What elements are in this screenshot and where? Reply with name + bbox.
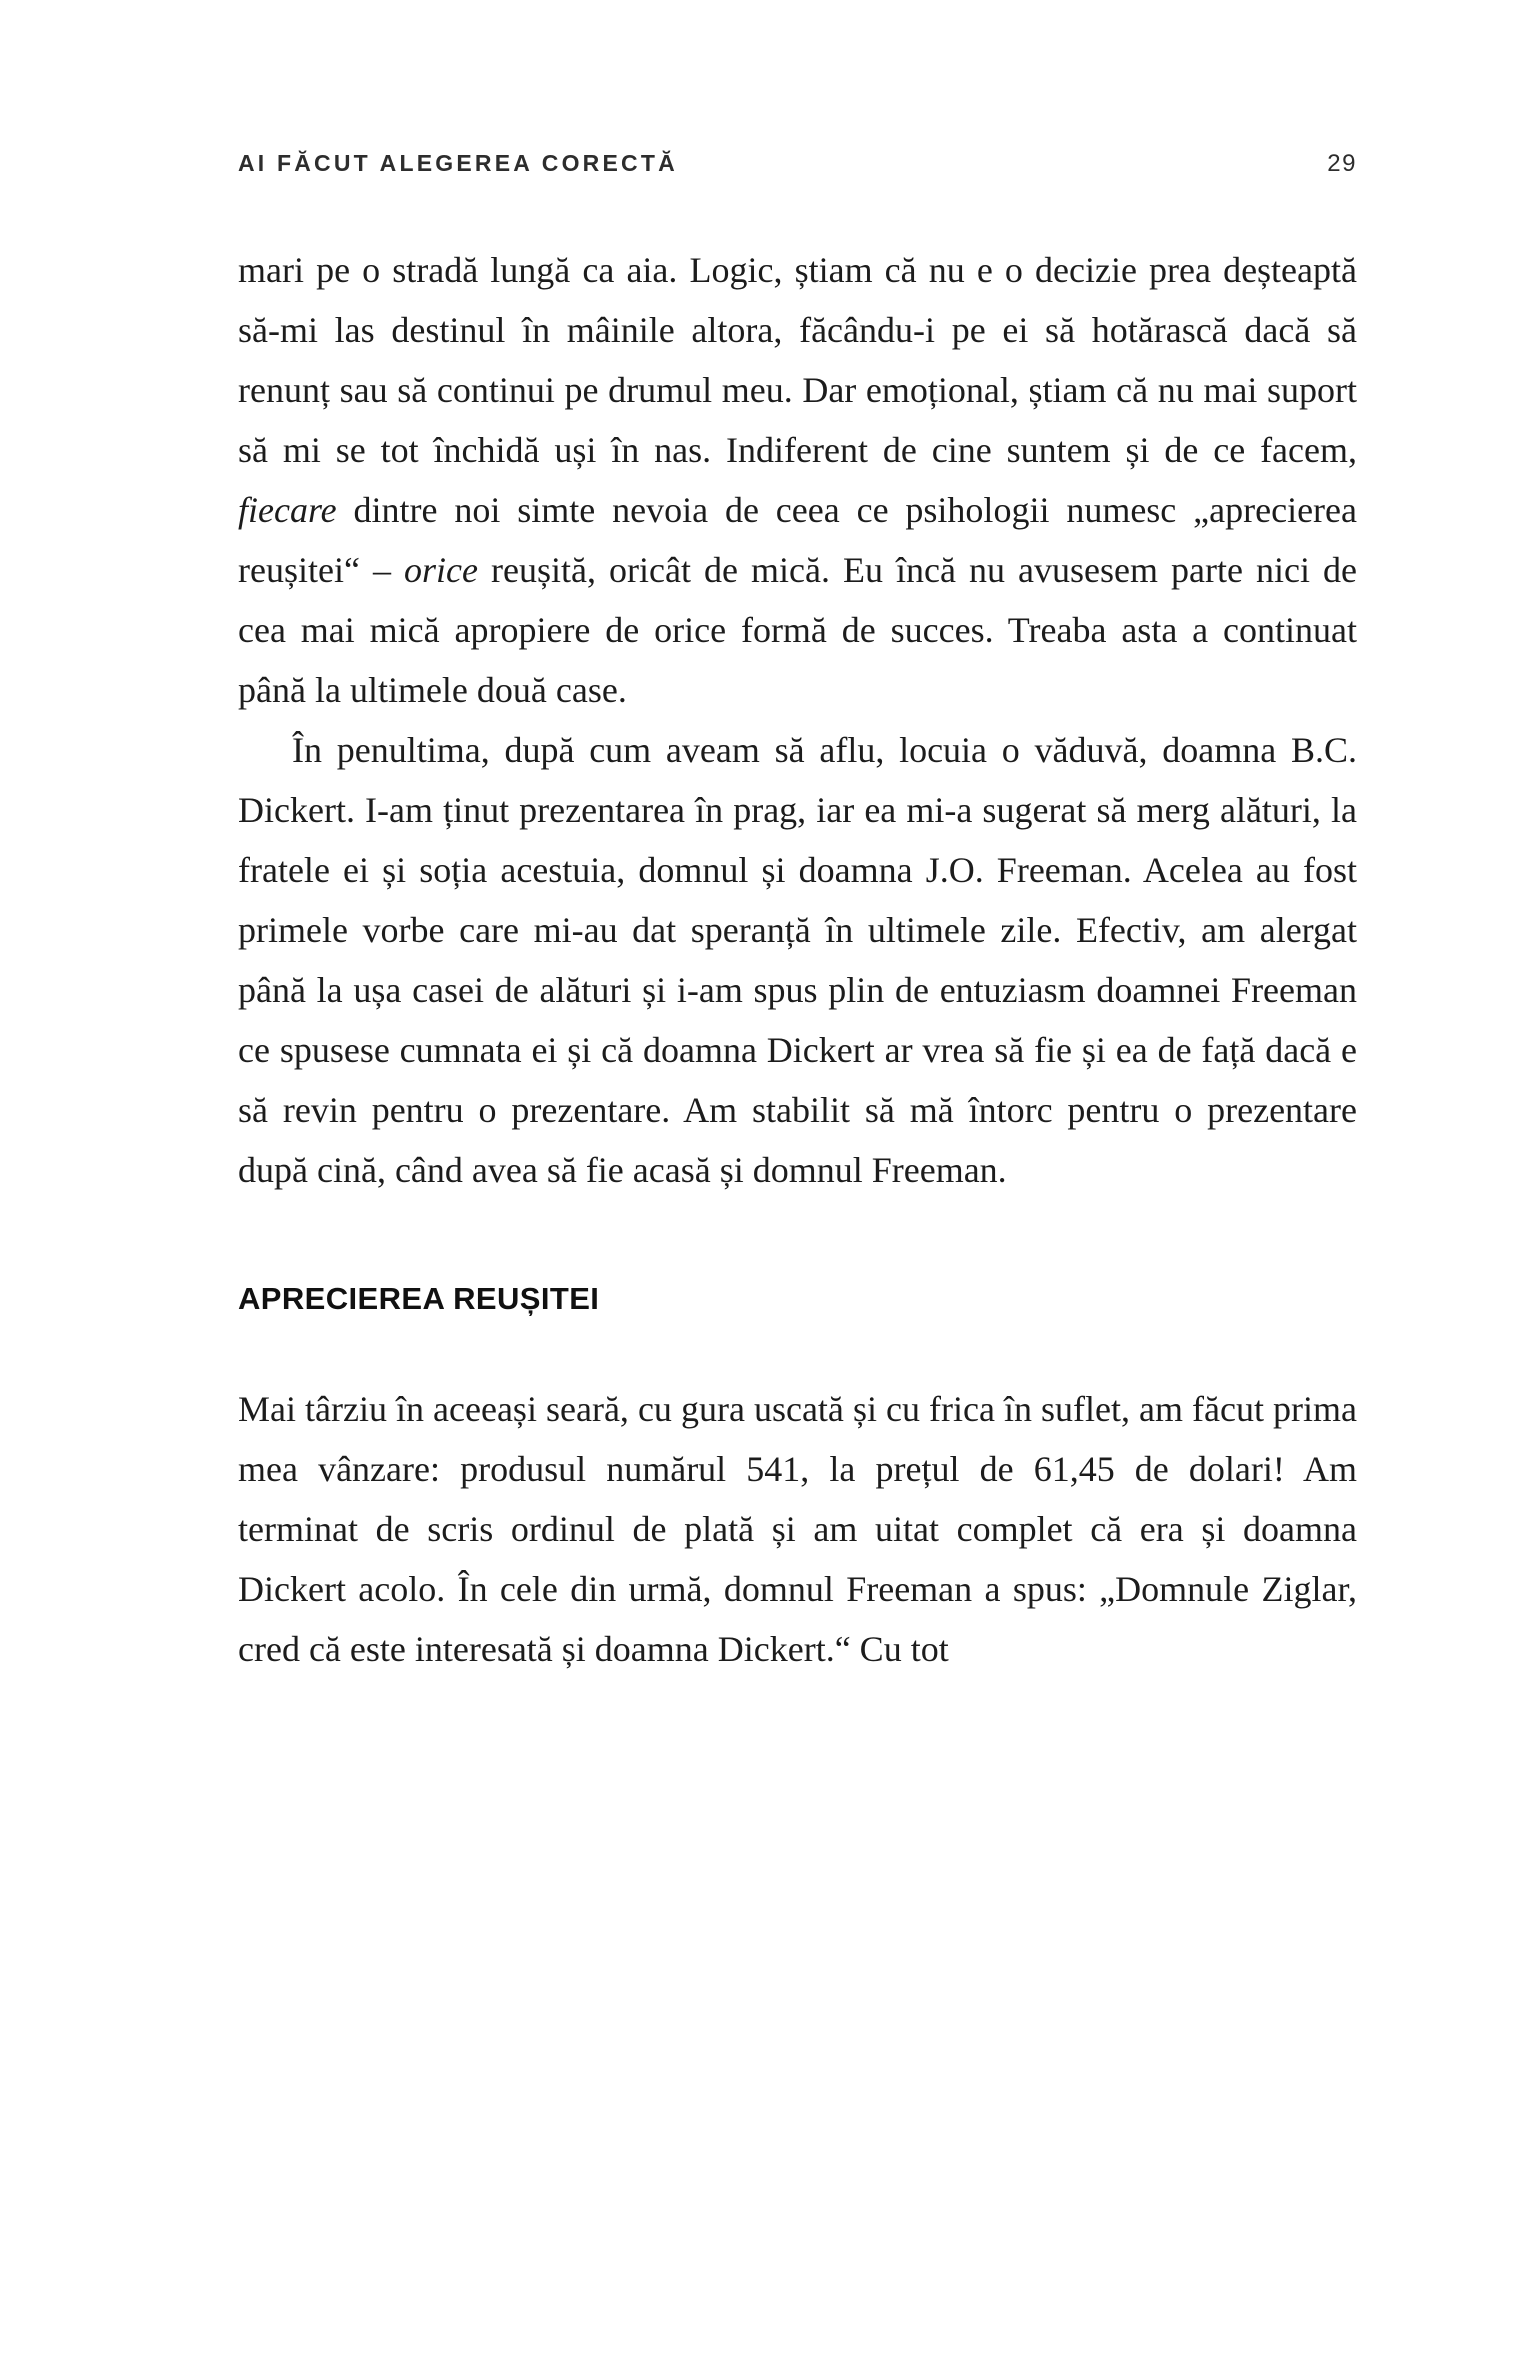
paragraph-1-text-b: dintre noi simte nevoia de ceea ce psihologii numesc „aprecierea reușitei“ – [238, 490, 1357, 590]
paragraph-1 [238, 240, 1357, 720]
paragraph-1-text-a: mari pe o stradă lungă ca aia. Logic, știam că nu e o decizie prea deșteaptă să-mi las destinul în mâinile altora, făcându-i pe ei să hotărască dacă să renunț sau să continui pe drumul meu. Dar emoțional, știam că nu mai suport să mi se tot închidă uși în nas. Indiferent de cine suntem și de ce facem, [238, 250, 1357, 470]
page-header [238, 150, 1357, 178]
paragraph-3: Mai târziu în aceeași seară, cu gura uscată și cu frica în suflet, am făcut prima mea vânzare: produsul numărul 541, la prețul de 61,45 de dolari! Am terminat de scris ordinul de plată și am uitat complet că era și doamna Dickert acolo. În cele din urmă, domnul Freeman a spus: „Domnule Ziglar, cred că este interesată și doamna Dickert.“ Cu tot [238, 1389, 1357, 1670]
italic-word-orice: orice [404, 550, 478, 590]
running-title: AI FĂCUT ALEGEREA CORECTĂ [238, 150, 678, 176]
page-body [238, 240, 1357, 1679]
section-heading: APRECIEREA REUȘITEI [238, 1281, 600, 1316]
paragraph-2: În penultima, după cum aveam să aflu, locuia o văduvă, doamna B.C. Dickert. I-am ținut prezentarea în prag, iar ea mi-a sugerat să merg alături, la fratele ei și soția acestuia, domnul și doamna J.O. Freeman. Acelea au fost primele vorbe care mi-au dat speranță în ultimele zile. Efectiv, am alergat până la ușa casei de alături și i-am spus plin de entuziasm doamnei Freeman ce spusese cumnata ei și că doamna Dickert ar vrea să fie și ea de față dacă e să revin pentru o prezentare. Am stabilit să mă întorc pentru o prezentare după cină, când avea să fie acasă și domnul Freeman. [238, 730, 1357, 1190]
italic-word-fiecare: fiecare [238, 490, 337, 530]
page-number: 29 [1327, 150, 1357, 177]
paragraph-1-text-c: reușită, oricât de mică. Eu încă nu avusesem parte nici de cea mai mică apropiere de orice formă de succes. Treaba asta a continuat până la ultimele două case. [238, 550, 1357, 710]
